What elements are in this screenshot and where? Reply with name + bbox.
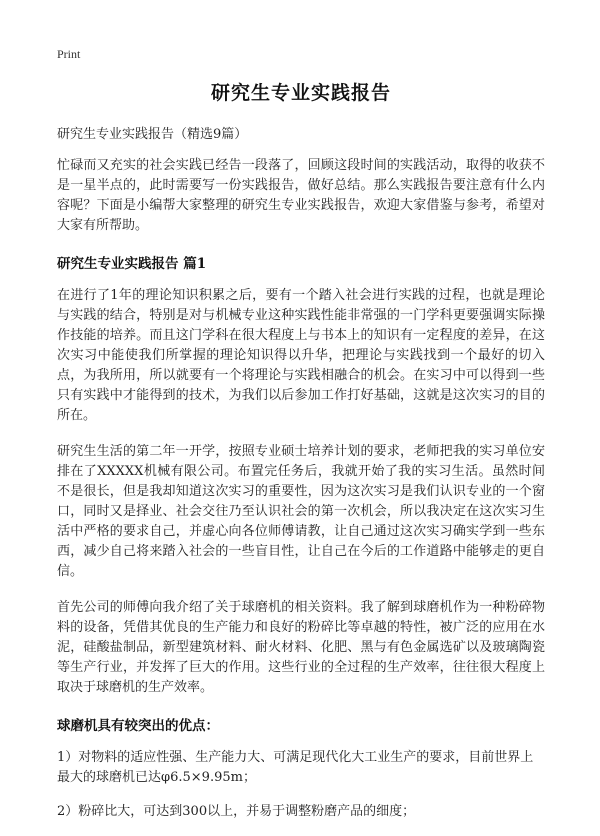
body-paragraph: 在进行了1年的理论知识积累之后，要有一个踏入社会进行实践的过程，也就是理论与实践的结合，特别是对与机械专业这种实践性能非常强的一门学科更要强调实际操作技能的培养。而且这门学科在很大程度上与书本上的知识有一定程度的差异，在这次实习中能使我们所掌握的理论知识得以升华，把理论与实践找到一个最好的切入点，为我所用，所以就要有一个将理论与实践相融合的机会。在实习中可以得到一些只有实践中才能得到的技术，为我们以后参加工作打好基础，这就是这次实习的目的所在。: [57, 288, 545, 423]
section-heading: 研究生专业实践报告 篇1: [57, 256, 207, 272]
page-title: 研究生专业实践报告: [210, 82, 391, 104]
intro-paragraph: 忙碌而又充实的社会实践已经告一段落了，回顾这段时间的实践活动，取得的收获不是一星半点的，此时需要写一份实践报告，做好总结。那么实践报告要注意有什么内容呢？下面是小编帮大家整理的研究生专业实践报告，欢迎大家借鉴与参考，希望对大家有所帮助。: [57, 158, 545, 233]
features-heading: 球磨机具有较突出的优点：: [57, 718, 219, 734]
body-paragraph: 研究生生活的第二年一开学，按照专业硕士培养计划的要求，老师把我的实习单位安排在了XXXXX机械有限公司。布置完任务后，我就开始了我的实习生活。虽然时间不是很长，但是我却知道这次实习的重要性，因为这次实习是我们认识专业的一个窗口，同时又是择业、社会交往乃至认识社会的第一次机会，所以我决定在这次实习生活中严格的要求自己，并虚心向各位师傅请教，让自己通过这次实习确实学到一些东西，减少自己将来踏入社会的一些盲目性，让自己在今后的工作道路中能够走的更自信。: [57, 444, 545, 579]
document-subtitle: 研究生专业实践报告（精选9篇）: [57, 127, 248, 142]
print-link[interactable]: Print: [57, 47, 81, 61]
feature-item: 1）对物料的适应性强、生产能力大、可满足现代化大工业生产的要求，目前世界上最大的球磨机已达φ6.5×9.95m；: [57, 750, 534, 785]
feature-item: 2）粉碎比大，可达到300以上，并易于调整粉磨产品的细度；: [57, 804, 416, 819]
document-body: [57, 78, 545, 836]
body-paragraph: 首先公司的师傅向我介绍了关于球磨机的相关资料。我了解到球磨机作为一种粉碎物料的设备，凭借其优良的生产能力和良好的粉碎比等卓越的特性，被广泛的应用在水泥，硅酸盐制品，新型建筑材料、耐火材料、化肥、黑与有色金属选矿以及玻璃陶瓷等生产行业，并发挥了巨大的作用。这些行业的全过程的生产效率，往往很大程度上取决于球磨机的生产效率。: [57, 600, 545, 695]
